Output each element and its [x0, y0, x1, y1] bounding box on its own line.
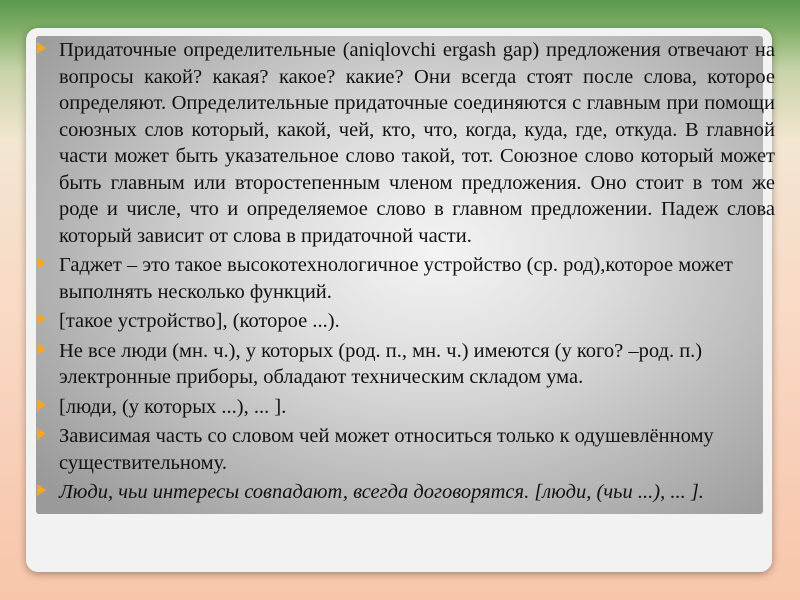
bullet-gadget-example: [59, 252, 775, 305]
bullet-chei-example: [59, 479, 775, 506]
bullet-arrow-icon: [37, 399, 46, 411]
bullet-text: Придаточные определительные (aniqlovchi ergash gap) предложения отвечают на вопросы какой? какая? какое? какие? Они всегда стоят после слова, которое определяют. Определительные придаточные соединяются с главным при помощи союзных слов который, какой, чей, кто, что, когда, куда, где, откуда. В главной части может быть указательное слово такой, тот. Союзное слово который может быть главным или второстепенным членом предложения. Оно стоит в том же роде и числе, что и определяемое слово в главном предложении. Падеж слова который зависит от слова в придаточной части.: [59, 39, 775, 247]
bullet-text: [такое устройство], (которое ...).: [59, 310, 340, 332]
bullet-arrow-icon: [37, 313, 46, 325]
bullet-people-scheme: [59, 394, 775, 421]
slide-text: [59, 37, 775, 509]
bullet-text: Зависимая часть со словом чей может относиться только к одушевлённому существительному.: [59, 425, 714, 474]
bullet-arrow-icon: [37, 428, 46, 440]
bullet-text: Гаджет – это такое высокотехнологичное устройство (ср. род),которое может выполнять несколько функций.: [59, 254, 733, 303]
bullet-definition: [59, 37, 775, 249]
bullet-text: Люди, чьи интересы совпадают, всегда договорятся. [люди, (чьи ...), ... ].: [59, 481, 704, 503]
bullet-arrow-icon: [37, 343, 46, 355]
bullet-chei-rule: [59, 423, 775, 476]
bullet-arrow-icon: [37, 257, 46, 269]
bullet-arrow-icon: [37, 484, 46, 496]
bullet-people-example: [59, 338, 775, 391]
bullet-arrow-icon: [37, 42, 46, 54]
bullet-text: [люди, (у которых ...), ... ].: [59, 395, 287, 418]
bullet-text: Не все люди (мн. ч.), у которых (род. п., мн. ч.) имеются (у кого? –род. п.) электронные приборы, обладают техническим складом ума.: [59, 339, 703, 388]
bullet-gadget-scheme: [59, 308, 775, 335]
